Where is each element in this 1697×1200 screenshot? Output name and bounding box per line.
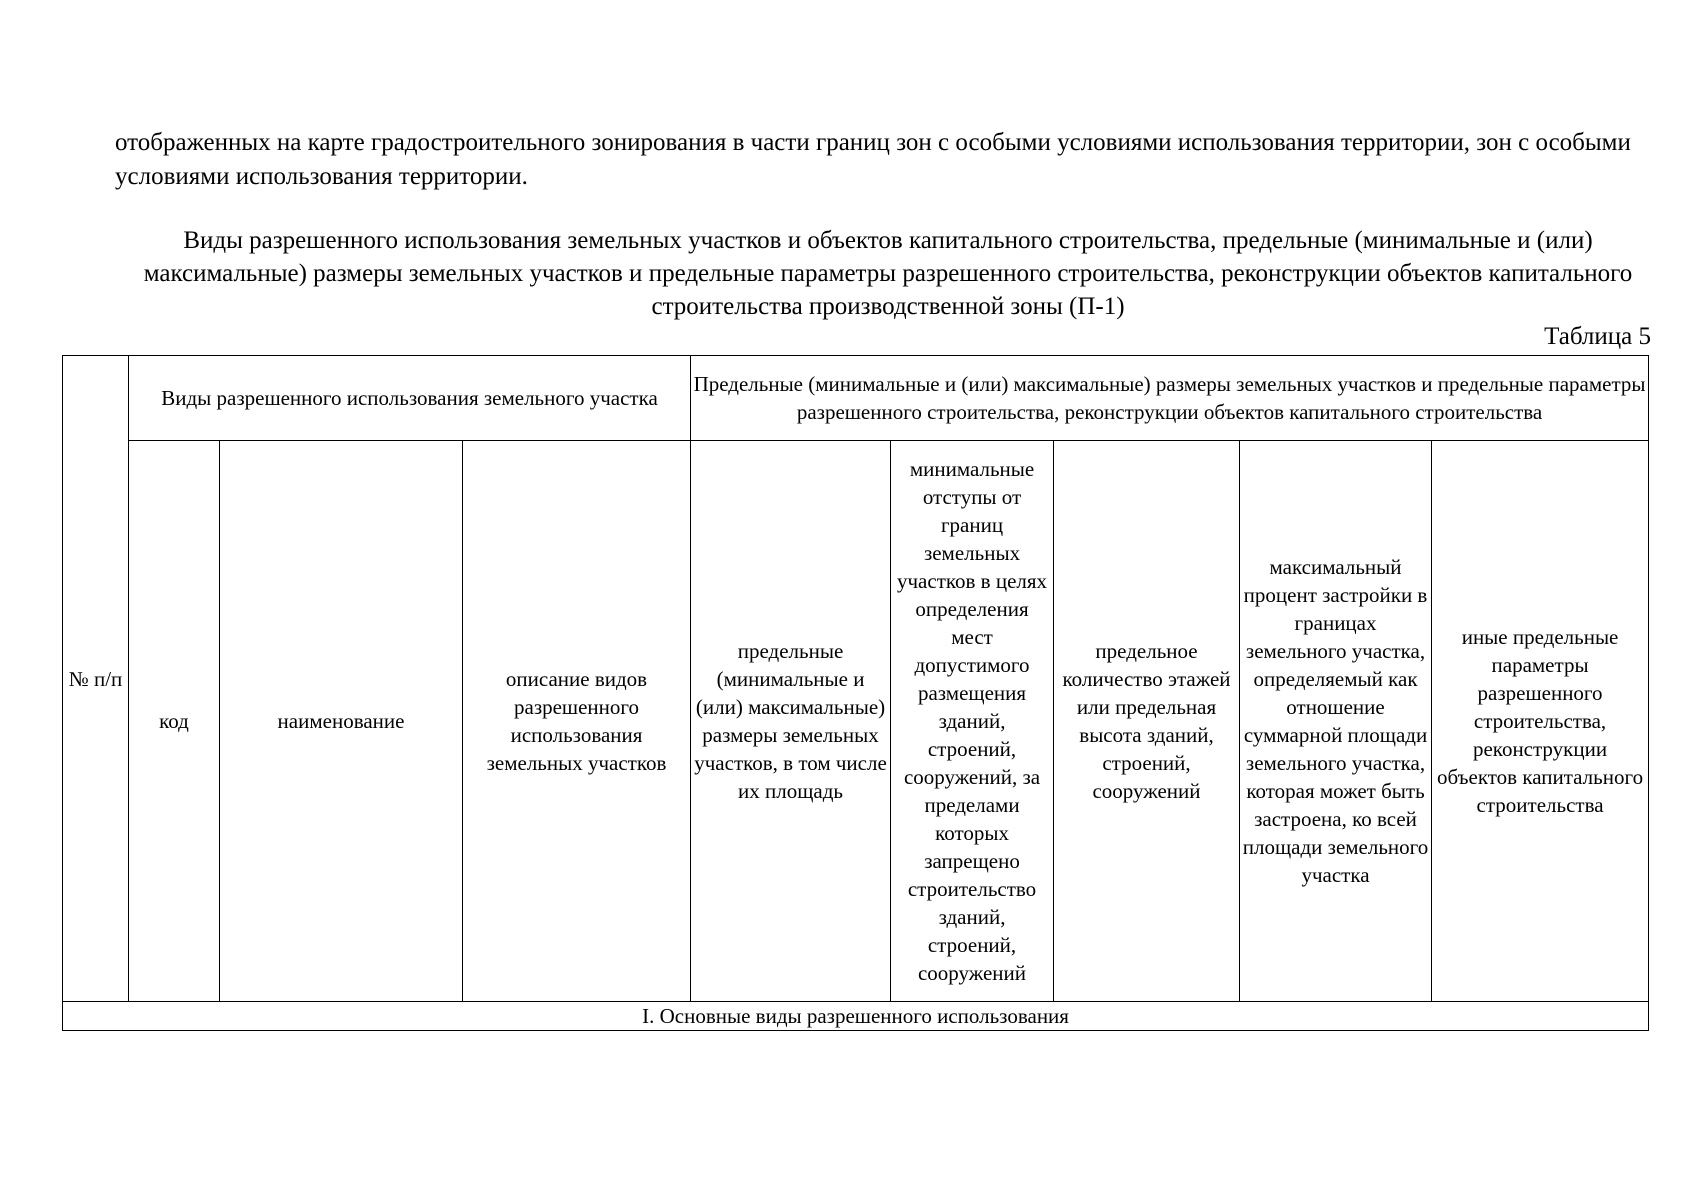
header-description: описание видов разрешенного использования земельных участков bbox=[463, 441, 691, 1002]
zoning-table bbox=[62, 355, 1649, 1031]
header-code: код bbox=[129, 441, 220, 1002]
header-plot-size: предельные (минимальные и (или) максимальные) размеры земельных участков, в том числе их площадь bbox=[691, 441, 891, 1002]
header-setbacks: минимальные отступы от границ земельных участков в целях определения мест допустимого размещения зданий, строений, сооружений, за пределами которых запрещено строительство зданий, строений, сооружений bbox=[891, 441, 1054, 1002]
intro-paragraph: отображенных на карте градостроительного зонирования в части границ зон с особыми условиями использования территории, зон с особыми условиями использования территории. bbox=[115, 129, 1631, 190]
header-number: № п/п bbox=[63, 356, 129, 1002]
header-coverage: максимальный процент застройки в границах земельного участка, определяемый как отношение суммарной площади земельного участка, которая может быть застроена, ко всей площади земельного участка bbox=[1240, 441, 1432, 1002]
header-group-use-kinds: Виды разрешенного использования земельного участка bbox=[129, 356, 691, 441]
table-header-row-2 bbox=[63, 441, 1649, 1002]
table-header-row-1 bbox=[63, 356, 1649, 441]
header-other-params: иные предельные параметры разрешенного строительства, реконструкции объектов капитального строительства bbox=[1432, 441, 1649, 1002]
header-floors: предельное количество этажей или предельная высота зданий, строений, сооружений bbox=[1054, 441, 1240, 1002]
header-group-limits: Предельные (минимальные и (или) максимальные) размеры земельных участков и предельные параметры разрешенного строительства, реконструкции объектов капитального строительства bbox=[691, 356, 1649, 441]
table-number-label: Таблица 5 bbox=[1544, 323, 1651, 350]
section-main-uses: I. Основные виды разрешенного использования bbox=[63, 1002, 1649, 1031]
table-heading: Виды разрешенного использования земельных участков и объектов капитального строительства, предельные (минимальные и (или) максимальные) размеры земельных участков и предельные параметры разрешенного строительства, реконструкции объектов капитального строительства производственной зоны (П-1) bbox=[143, 227, 1633, 320]
header-name: наименование bbox=[220, 441, 463, 1002]
table-section-row bbox=[63, 1002, 1649, 1031]
